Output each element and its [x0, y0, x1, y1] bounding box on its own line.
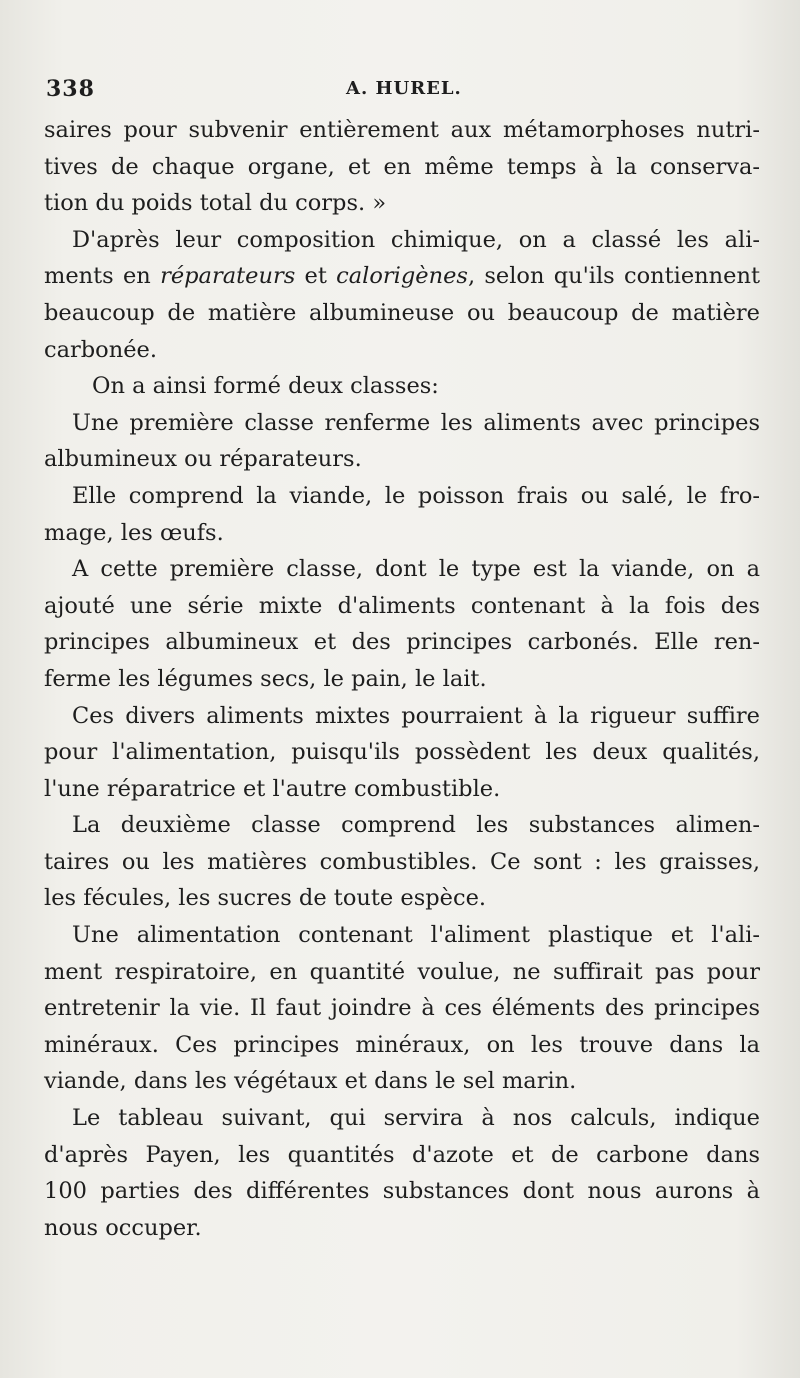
- text-line: Le tableau suivant, qui servira à nos calculs, indique: [72, 1105, 760, 1132]
- italic-term: calorigènes: [336, 263, 468, 290]
- text-line: carbonée.: [44, 336, 157, 363]
- body-text: [44, 112, 760, 1246]
- text-line: nous occuper.: [44, 1214, 202, 1241]
- text-line: ajouté une série mixte d'aliments contenant à la fois des: [44, 592, 760, 619]
- text-line: Elle comprend la viande, le poisson frais ou salé, le fro-: [72, 482, 760, 509]
- text-line: Ces divers aliments mixtes pourraient à la rigueur suffire: [72, 702, 760, 729]
- page-number: 338: [46, 76, 95, 102]
- text-line: ment respiratoire, en quantité voulue, ne suffirait pas pour: [44, 958, 760, 985]
- text-line: entretenir la vie. Il faut joindre à ces éléments des principes: [44, 995, 760, 1022]
- text-line: minéraux. Ces principes minéraux, on les trouve dans la: [44, 1031, 760, 1058]
- text-line: l'une réparatrice et l'autre combustible.: [44, 775, 501, 802]
- text-line: beaucoup de matière albumineuse ou beaucoup de matière: [44, 299, 760, 326]
- text-line: ments en réparateurs et calorigènes, selon qu'ils contiennent: [44, 263, 760, 290]
- text-line: pour l'alimentation, puisqu'ils possèdent les deux qualités,: [44, 739, 760, 766]
- text-line: principes albumineux et des principes carbonés. Elle ren-: [44, 629, 760, 656]
- text-line: albumineux ou réparateurs.: [44, 446, 362, 473]
- text-line: tives de chaque organe, et en même temps à la conserva-: [44, 153, 760, 180]
- text-line: mage, les œufs.: [44, 519, 224, 546]
- text-line: les fécules, les sucres de toute espèce.: [44, 885, 487, 912]
- text-line: D'après leur composition chimique, on a classé les ali-: [72, 226, 760, 253]
- text-line: 100 parties des différentes substances dont nous aurons à: [44, 1178, 760, 1205]
- text-line: taires ou les matières combustibles. Ce sont : les graisses,: [44, 848, 760, 875]
- text-line: La deuxième classe comprend les substances alimen-: [72, 812, 760, 839]
- text-line: Une première classe renferme les aliments avec principes: [72, 409, 760, 436]
- text-line: saires pour subvenir entièrement aux métamorphoses nutri-: [44, 117, 760, 143]
- text-line: ferme les légumes secs, le pain, le lait.: [44, 665, 487, 692]
- text-line: On a ainsi formé deux classes:: [92, 373, 439, 400]
- italic-term: réparateurs: [160, 263, 296, 290]
- text-line: tion du poids total du corps. »: [44, 190, 387, 217]
- running-head: A. HUREL.: [346, 78, 462, 99]
- text-line: A cette première classe, dont le type est la viande, on a: [72, 556, 760, 583]
- text-line: Une alimentation contenant l'aliment plastique et l'ali-: [72, 922, 760, 949]
- page-header: [46, 76, 758, 106]
- text-line: viande, dans les végétaux et dans le sel marin.: [44, 1068, 577, 1095]
- text-line: d'après Payen, les quantités d'azote et de carbone dans: [44, 1141, 760, 1168]
